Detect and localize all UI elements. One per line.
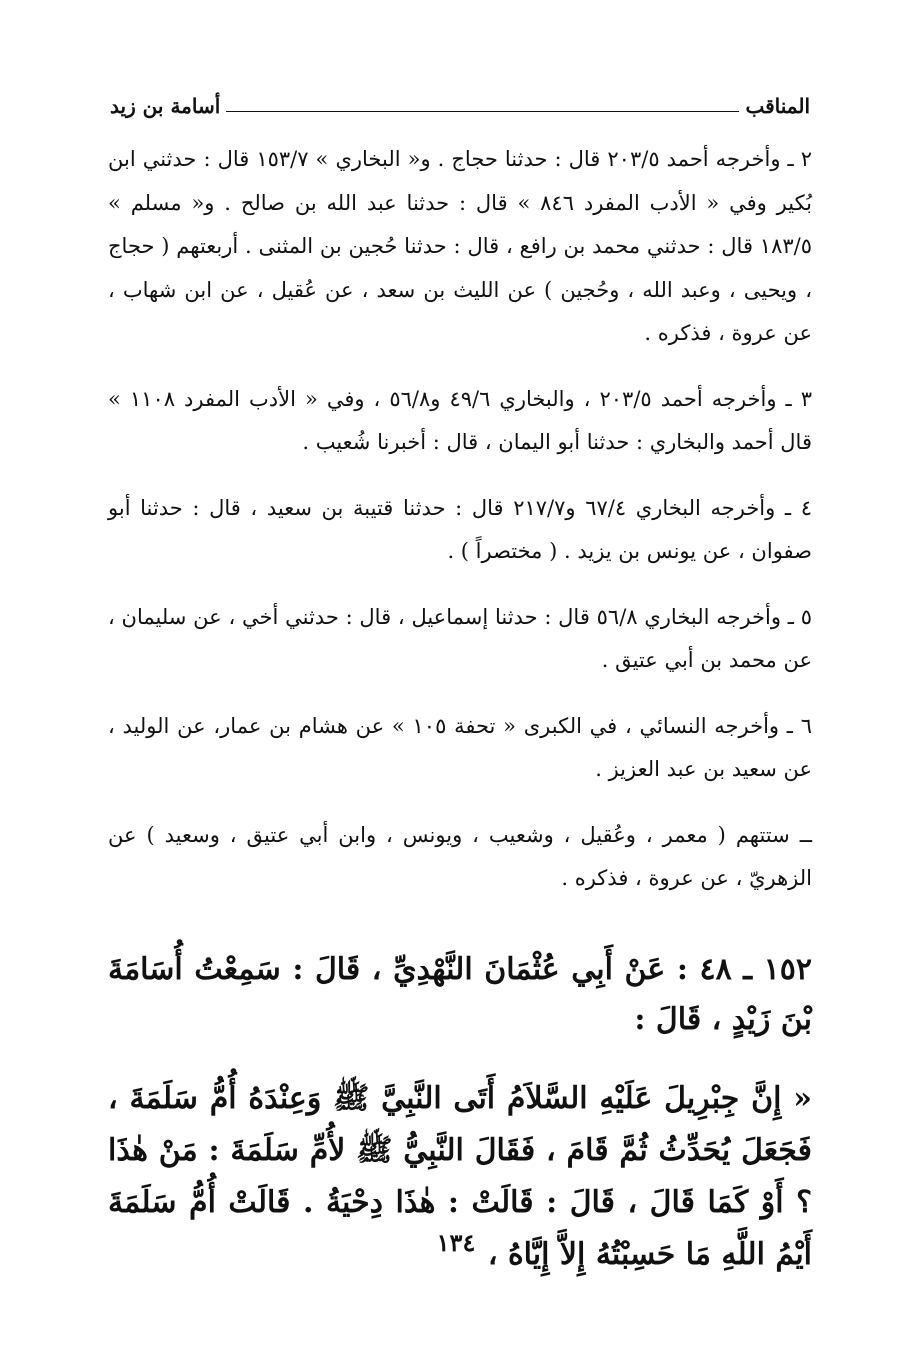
footnote-6: ٦ ـ وأخرجه النسائي ، في الكبرى « تحفة ١٠٥ » عن هشام بن عمار، عن الوليد ، عن سعيد بن عبد العزيز . <box>108 713 812 781</box>
footnote-2: ٢ ـ وأخرجه أحمد ٢٠٣/٥ قال : حدثنا حجاج . و« البخاري » ١٥٣/٧ قال : حدثني ابن بُكير وفي « الأدب المفرد ٨٤٦ » قال : حدثنا عبد الله بن صالح . و« مسلم » ١٨٣/٥ قال : حدثني محمد بن رافع ، قال : حدثنا حُجين بن المثنى . أربعتهم ( حجاج ، ويحيى ، وعبد الله ، وحُجين ) عن الليث بن سعد ، عن عُقيل ، عن ابن شهاب ، عن عروة ، فذكره . <box>108 147 813 345</box>
footnote-3: ٣ ـ وأخرجه أحمد ٢٠٣/٥ ، والبخاري ٤٩/٦ و٥٦/٨ ، وفي « الأدب المفرد ١١٠٨ » قال أحمد والبخاري : حدثنا أبو اليمان ، قال : أخبرنا شُعيب . <box>108 386 812 454</box>
running-header <box>110 88 810 118</box>
header-rule <box>226 111 739 112</box>
page-content <box>108 138 812 1281</box>
footnote-5: ٥ ـ وأخرجه البخاري ٥٦/٨ قال : حدثنا إسماعيل ، قال : حدثني أخي ، عن سليمان ، عن محمد بن أبي عتيق . <box>108 604 812 672</box>
page-number: ١٣٤ <box>436 1228 476 1257</box>
chapter-title: أسامة بن زيد <box>110 94 221 118</box>
section-title: المناقب <box>745 94 810 118</box>
hadith-heading: ١٥٢ ـ ٤٨ : عَنْ أَبِي عُثْمَانَ النَّهْدِيِّ ، قَالَ : سَمِعْتُ أُسَامَةَ بْنَ زَيْدٍ ، قَالَ : <box>108 951 812 1037</box>
hadith-text: « إِنَّ جِبْرِيلَ عَلَيْهِ السَّلاَمُ أَتَى النَّبِيَّ ﷺ وَعِنْدَهُ أُمُّ سَلَمَةَ ، فَجَعَلَ يُحَدِّثُ ثُمَّ قَامَ ، فَقَالَ النَّبِيُّ ﷺ لأُمِّ سَلَمَةَ : مَنْ هٰذَا ؟ أَوْ كَمَا قَالَ ، قَالَ : قَالَتْ : هٰذَا دِحْيَةُ . قَالَتْ أُمُّ سَلَمَةَ أَيْمُ اللَّهِ مَا حَسِبْتُهُ إِلاَّ إِيَّاهُ ، <box>108 1080 812 1272</box>
footnote-summary: ــ ستتهم ( معمر ، وعُقيل ، وشعيب ، ويونس ، وابن أبي عتيق ، وسعيد ) عن الزهريّ ، عن عروة ، فذكره . <box>108 822 812 890</box>
footnote-4: ٤ ـ وأخرجه البخاري ٦٧/٤ و٢١٧/٧ قال : حدثنا قتيبة بن سعيد ، قال : حدثنا أبو صفوان ، عن يونس بن يزيد . ( مختصراً ) . <box>108 495 812 563</box>
